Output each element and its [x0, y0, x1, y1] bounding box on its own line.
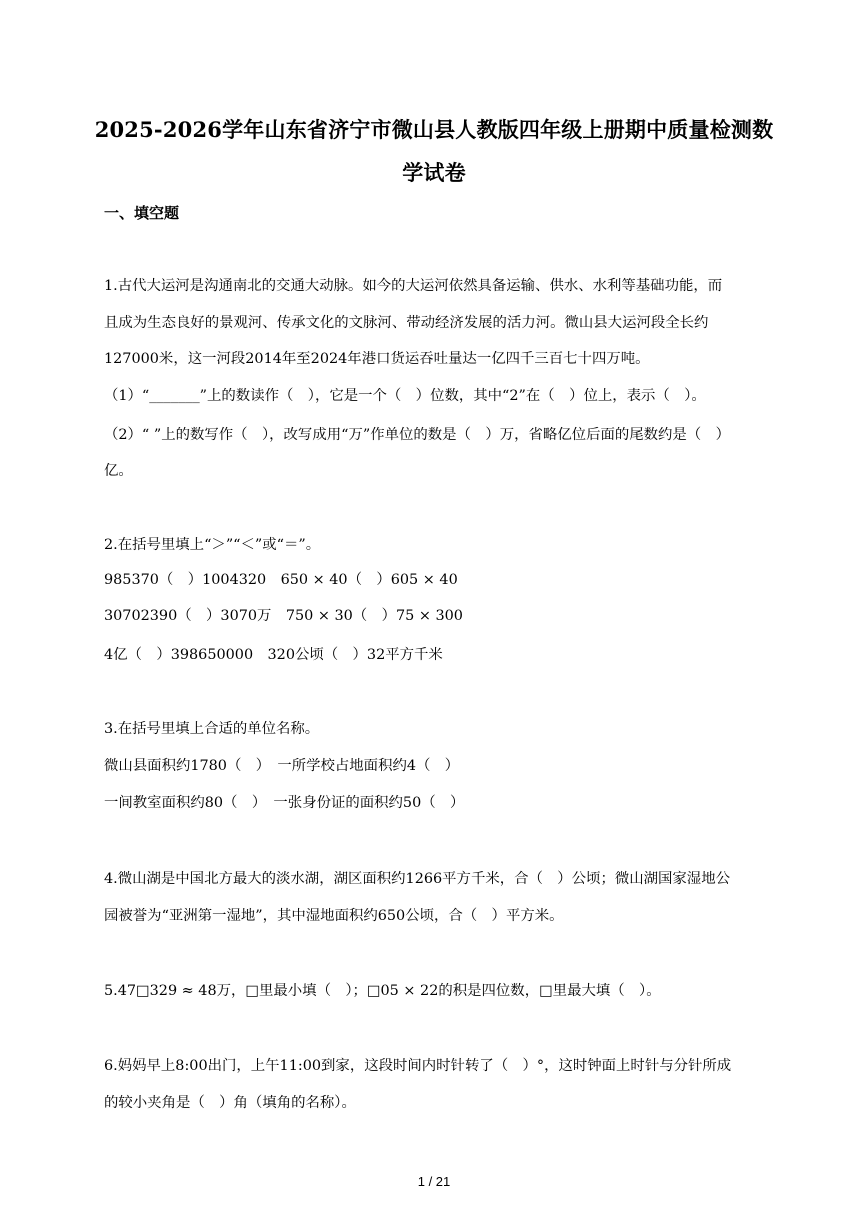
q1-line-5: （2）“ ”上的数写作（ ），改写成用“万”作单位的数是（ ）万，省略亿位后面的尾数约是（ ） [104, 427, 730, 443]
q4-line-2: 园被誉为“亚洲第一湿地”，其中湿地面积约650公顷，合（ ）平方米。 [104, 908, 564, 924]
q6-line-2: 的较小夹角是（ ）角（填角的名称）。 [104, 1095, 356, 1111]
document-title-line-1: 2025-2026学年山东省济宁市微山县人教版四年级上册期中质量检测数 [94, 117, 774, 142]
q1-line-2: 且成为生态良好的景观河、传承文化的文脉河、带动经济发展的活力河。微山县大运河段全长约 [104, 315, 709, 331]
q3-line-2: 微山县面积约1780（ ） 一所学校占地面积约4（ ） [104, 758, 460, 774]
q6-line-1: 6.妈妈早上8:00出门，上午11:00到家，这段时间内时针转了（ ）°，这时钟面上时针与分针所成 [104, 1058, 732, 1074]
q5-line-1: 5.47□329 ≈ 48万，□里最小填（ ）；□05 × 22的积是四位数，□里最大填（ ）。 [104, 983, 661, 999]
section-header: 一、填空题 [104, 204, 180, 222]
page-number: 1 / 21 [417, 1174, 451, 1189]
q1-line-4: （1）“_______”上的数读作（ ），它是一个（ ）位数，其中“2”在（ ）位上，表示（ ）。 [104, 388, 706, 404]
q3-line-1: 3.在括号里填上合适的单位名称。 [104, 721, 320, 737]
q4-line-1: 4.微山湖是中国北方最大的淡水湖，湖区面积约1266平方千米，合（ ）公顷；微山湖国家湿地公 [104, 871, 730, 887]
q2-line-1: 2.在括号里填上“＞”“＜”或“＝”。 [104, 537, 321, 553]
q3-line-3: 一间教室面积约80（ ） 一张身份证的面积约50（ ） [104, 795, 465, 811]
q2-line-4: 4亿（ ）398650000 320公顷（ ）32平方千米 [104, 647, 443, 663]
q1-line-6: 亿。 [104, 463, 133, 479]
q2-line-2: 985370（ ）1004320 650 × 40（ ）605 × 40 [104, 572, 458, 588]
q1-line-3: 127000米，这一河段2014年至2024年港口货运吞吐量达一亿四千三百七十四万吨。 [104, 351, 650, 367]
document-title-line-2: 学试卷 [402, 160, 466, 185]
q2-line-3: 30702390（ ）3070万 750 × 30（ ）75 × 300 [104, 608, 463, 624]
q1-line-1: 1.古代大运河是沟通南北的交通大动脉。如今的大运河依然具备运输、供水、水利等基础功能，而 [104, 278, 723, 294]
